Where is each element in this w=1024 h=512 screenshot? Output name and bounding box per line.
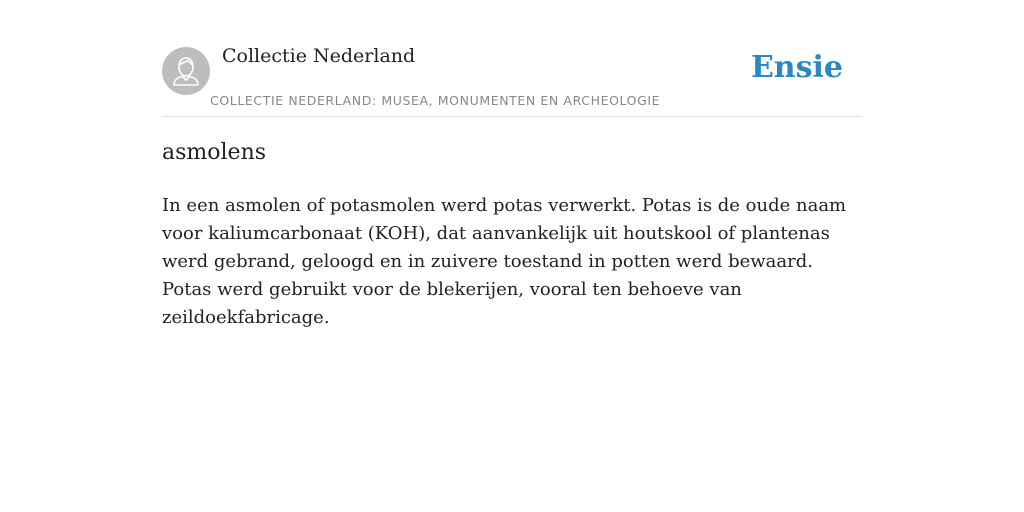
entry-definition: In een asmolen of potasmolen werd potas verwerkt. Potas is de oude naam voor kaliumcarbonaat (KOH), dat aanvankelijk uit houtskool of plantenas werd gebrand, geloogd en in zuivere toestand in potten werd bewaard. Potas werd gebruikt voor de blekerijen, vooral ten behoeve van zeildoekfabricage. [162,195,847,328]
entry-title: asmolens [162,140,267,165]
entry-header [162,0,862,117]
collection-label[interactable]: COLLECTIE NEDERLAND: MUSEA, MONUMENTEN EN ARCHEOLOGIE [210,93,661,108]
author-name[interactable]: Collectie Nederland [222,45,416,67]
user-icon [162,47,210,95]
author-avatar[interactable] [162,47,210,95]
ensie-logo[interactable]: Ensie [750,50,843,85]
